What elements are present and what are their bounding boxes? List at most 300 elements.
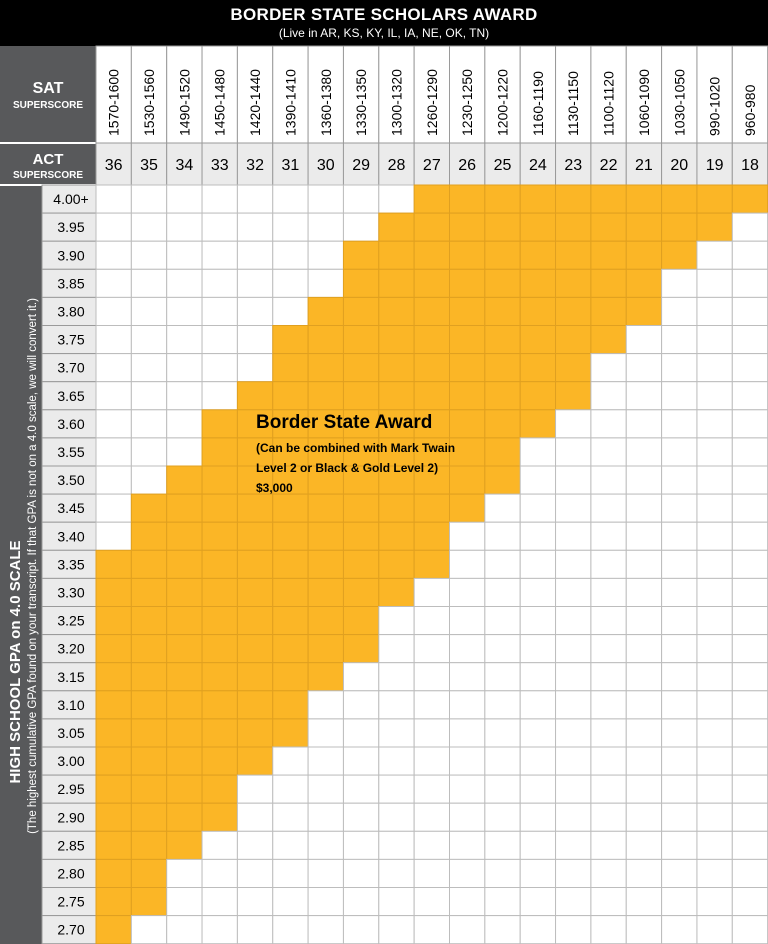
grid-cell <box>237 241 272 269</box>
eligible-cell <box>556 241 591 269</box>
eligible-cell <box>273 382 308 410</box>
eligible-cell <box>202 410 237 438</box>
eligible-cell <box>167 663 202 691</box>
eligible-cell <box>414 326 449 354</box>
grid-cell <box>556 663 591 691</box>
grid-cell <box>237 831 272 859</box>
eligible-cell <box>273 578 308 606</box>
eligible-cell <box>273 663 308 691</box>
grid-cell <box>167 888 202 916</box>
gpa-row-label: 3.25 <box>57 612 85 629</box>
grid-cell <box>697 382 732 410</box>
eligible-cell <box>131 831 166 859</box>
grid-cell <box>485 663 520 691</box>
eligible-cell <box>96 775 131 803</box>
grid-cell <box>697 663 732 691</box>
eligible-cell <box>308 607 343 635</box>
grid-cell <box>662 916 697 944</box>
eligible-cell <box>96 747 131 775</box>
grid-cell <box>697 719 732 747</box>
eligible-cell <box>202 466 237 494</box>
grid-cell <box>308 775 343 803</box>
grid-cell <box>273 297 308 325</box>
gpa-row-label: 3.40 <box>57 528 85 545</box>
grid-cell <box>697 354 732 382</box>
sat-range-label: 1530-1560 <box>141 69 158 136</box>
act-score-label: 27 <box>422 157 441 174</box>
grid-cell <box>414 831 449 859</box>
eligible-cell <box>485 326 520 354</box>
grid-cell <box>732 297 767 325</box>
grid-cell <box>697 297 732 325</box>
grid-cell <box>379 607 414 635</box>
grid-cell <box>96 522 131 550</box>
grid-cell <box>556 410 591 438</box>
eligible-cell <box>167 719 202 747</box>
grid-cell <box>131 916 166 944</box>
eligible-cell <box>450 382 485 410</box>
grid-cell <box>556 916 591 944</box>
grid-cell <box>662 297 697 325</box>
grid-cell <box>414 747 449 775</box>
act-score-label: 26 <box>458 157 477 174</box>
eligible-cell <box>237 747 272 775</box>
act-score-label: 30 <box>316 157 335 174</box>
grid-cell <box>697 522 732 550</box>
grid-cell <box>732 775 767 803</box>
grid-cell <box>732 213 767 241</box>
eligible-cell <box>520 297 555 325</box>
grid-cell <box>237 213 272 241</box>
grid-cell <box>556 550 591 578</box>
grid-cell <box>379 859 414 887</box>
grid-cell <box>591 466 626 494</box>
gpa-row-label: 3.30 <box>57 584 85 601</box>
grid-cell <box>697 888 732 916</box>
grid-cell <box>202 382 237 410</box>
grid-cell <box>308 747 343 775</box>
grid-cell <box>662 831 697 859</box>
eligible-cell <box>450 241 485 269</box>
sat-range-label: 1100-1120 <box>600 71 617 136</box>
eligible-cell <box>308 550 343 578</box>
eligible-cell <box>202 438 237 466</box>
grid-cell <box>414 663 449 691</box>
grid-cell <box>450 663 485 691</box>
eligible-cell <box>273 522 308 550</box>
gpa-row-label: 4.00+ <box>53 191 89 208</box>
grid-cell <box>273 185 308 213</box>
grid-cell <box>308 241 343 269</box>
gpa-row-label: 2.70 <box>57 921 85 938</box>
grid-cell <box>591 578 626 606</box>
grid-cell <box>520 831 555 859</box>
act-score-label: 34 <box>175 157 194 174</box>
grid-cell <box>556 831 591 859</box>
grid-cell <box>167 438 202 466</box>
grid-cell <box>414 803 449 831</box>
sat-range-label: 1260-1290 <box>423 69 440 136</box>
eligible-cell <box>343 550 378 578</box>
eligible-cell <box>96 803 131 831</box>
eligible-cell <box>167 494 202 522</box>
eligible-cell <box>308 354 343 382</box>
eligible-cell <box>131 859 166 887</box>
grid-cell <box>450 775 485 803</box>
eligible-cell <box>591 241 626 269</box>
grid-cell <box>237 269 272 297</box>
eligible-cell <box>379 550 414 578</box>
grid-cell <box>485 888 520 916</box>
eligible-cell <box>414 213 449 241</box>
grid-cell <box>556 888 591 916</box>
grid-cell <box>273 831 308 859</box>
grid-cell <box>626 719 661 747</box>
eligible-cell <box>131 578 166 606</box>
grid-cell <box>662 466 697 494</box>
grid-cell <box>237 297 272 325</box>
grid-cell <box>343 916 378 944</box>
grid-cell <box>167 382 202 410</box>
grid-cell <box>697 269 732 297</box>
gpa-row-label: 2.75 <box>57 893 85 910</box>
grid-cell <box>697 410 732 438</box>
eligible-cell <box>343 607 378 635</box>
sat-range-label: 1450-1480 <box>211 69 228 136</box>
eligible-cell <box>414 550 449 578</box>
grid-cell <box>202 213 237 241</box>
grid-cell <box>626 663 661 691</box>
eligible-cell <box>202 635 237 663</box>
grid-cell <box>202 916 237 944</box>
eligible-cell <box>202 663 237 691</box>
eligible-cell <box>343 297 378 325</box>
grid-cell <box>343 803 378 831</box>
grid-cell <box>591 494 626 522</box>
eligible-cell <box>131 747 166 775</box>
grid-cell <box>591 438 626 466</box>
grid-cell <box>414 607 449 635</box>
eligible-cell <box>520 269 555 297</box>
act-score-label: 24 <box>528 157 547 174</box>
grid-cell <box>167 410 202 438</box>
eligible-cell <box>485 213 520 241</box>
grid-cell <box>343 663 378 691</box>
grid-cell <box>485 522 520 550</box>
grid-cell <box>556 719 591 747</box>
grid-cell <box>343 859 378 887</box>
grid-cell <box>96 438 131 466</box>
sat-range-label: 1420-1440 <box>247 69 264 136</box>
grid-cell <box>697 747 732 775</box>
eligible-cell <box>96 607 131 635</box>
award-annotation <box>256 412 546 498</box>
grid-cell <box>732 607 767 635</box>
grid-cell <box>202 269 237 297</box>
grid-cell <box>556 691 591 719</box>
grid-cell <box>237 803 272 831</box>
eligible-cell <box>556 297 591 325</box>
grid-cell <box>697 494 732 522</box>
grid-cell <box>697 550 732 578</box>
eligible-cell <box>379 269 414 297</box>
grid-cell <box>626 326 661 354</box>
grid-cell <box>131 297 166 325</box>
eligible-cell <box>485 185 520 213</box>
gpa-row-label: 3.60 <box>57 415 85 432</box>
eligible-cell <box>414 241 449 269</box>
grid-cell <box>96 297 131 325</box>
grid-cell <box>131 269 166 297</box>
eligible-cell <box>485 269 520 297</box>
grid-cell <box>167 326 202 354</box>
grid-cell <box>662 410 697 438</box>
grid-cell <box>202 241 237 269</box>
eligible-cell <box>167 578 202 606</box>
eligible-cell <box>237 522 272 550</box>
grid-cell <box>697 241 732 269</box>
grid-cell <box>732 635 767 663</box>
eligible-cell <box>379 241 414 269</box>
eligible-cell <box>591 326 626 354</box>
eligible-cell <box>308 382 343 410</box>
grid-cell <box>626 354 661 382</box>
grid-cell <box>450 550 485 578</box>
gpa-row-label: 2.80 <box>57 865 85 882</box>
grid-cell <box>96 494 131 522</box>
eligible-cell <box>450 297 485 325</box>
eligible-cell <box>273 494 308 522</box>
eligible-cell <box>520 326 555 354</box>
eligible-cell <box>343 326 378 354</box>
grid-cell <box>556 803 591 831</box>
eligible-cell <box>131 775 166 803</box>
act-score-label: 23 <box>564 157 583 174</box>
grid-cell <box>96 326 131 354</box>
grid-cell <box>96 269 131 297</box>
sat-range-label: 1200-1220 <box>494 69 511 136</box>
chart-title: BORDER STATE SCHOLARS AWARD <box>230 5 538 24</box>
grid-cell <box>520 494 555 522</box>
eligible-cell <box>414 297 449 325</box>
gpa-row-label: 3.90 <box>57 247 85 264</box>
eligible-cell <box>556 382 591 410</box>
grid-cell <box>343 747 378 775</box>
grid-cell <box>732 831 767 859</box>
grid-cell <box>308 185 343 213</box>
eligible-cell <box>237 663 272 691</box>
grid-cell <box>485 494 520 522</box>
grid-cell <box>485 550 520 578</box>
grid-cell <box>167 241 202 269</box>
grid-cell <box>626 550 661 578</box>
eligible-cell <box>414 382 449 410</box>
grid-cell <box>237 888 272 916</box>
eligible-cell <box>273 719 308 747</box>
eligible-cell <box>167 466 202 494</box>
sat-range-label: 1360-1380 <box>317 69 334 136</box>
grid-cell <box>520 522 555 550</box>
eligible-cell <box>131 803 166 831</box>
eligible-cell <box>131 494 166 522</box>
eligible-cell <box>414 494 449 522</box>
sat-range-label: 1390-1410 <box>282 69 299 136</box>
grid-cell <box>732 550 767 578</box>
grid-cell <box>450 831 485 859</box>
act-score-label: 22 <box>599 157 618 174</box>
grid-cell <box>626 438 661 466</box>
gpa-row-label: 3.05 <box>57 724 85 741</box>
sat-sublabel: SUPERSCORE <box>12 100 84 111</box>
grid-cell <box>485 635 520 663</box>
eligible-cell <box>626 185 661 213</box>
grid-cell <box>343 888 378 916</box>
sat-range-label: 1130-1150 <box>565 71 582 136</box>
grid-cell <box>626 578 661 606</box>
grid-cell <box>379 888 414 916</box>
eligible-cell <box>450 354 485 382</box>
eligible-cell <box>273 607 308 635</box>
grid-cell <box>626 859 661 887</box>
grid-cell <box>662 803 697 831</box>
grid-cell <box>697 831 732 859</box>
eligible-cell <box>167 831 202 859</box>
grid-cell <box>520 550 555 578</box>
sat-range-label: 990-1020 <box>706 76 723 136</box>
eligible-cell <box>450 269 485 297</box>
grid-cell <box>626 691 661 719</box>
grid-cell <box>131 185 166 213</box>
grid-cell <box>520 635 555 663</box>
gpa-row-label: 3.95 <box>57 219 85 236</box>
eligible-cell <box>591 185 626 213</box>
grid-cell <box>131 241 166 269</box>
eligible-cell <box>202 747 237 775</box>
eligible-cell <box>202 803 237 831</box>
eligible-cell <box>237 635 272 663</box>
eligible-cell <box>343 494 378 522</box>
award-note <box>256 438 546 478</box>
chart-subtitle: (Live in AR, KS, KY, IL, IA, NE, OK, TN) <box>278 26 490 40</box>
grid-cell <box>485 747 520 775</box>
grid-cell <box>591 410 626 438</box>
grid-cell <box>662 326 697 354</box>
grid-cell <box>202 297 237 325</box>
grid-cell <box>485 578 520 606</box>
grid-cell <box>202 859 237 887</box>
grid-cell <box>450 635 485 663</box>
eligible-cell <box>202 522 237 550</box>
grid-cell <box>237 916 272 944</box>
grid-cell <box>591 831 626 859</box>
grid-cell <box>732 916 767 944</box>
grid-cell <box>732 438 767 466</box>
grid-cell <box>662 438 697 466</box>
eligible-cell <box>379 522 414 550</box>
grid-cell <box>626 888 661 916</box>
grid-cell <box>732 494 767 522</box>
grid-cell <box>626 803 661 831</box>
eligible-cell <box>131 550 166 578</box>
act-label: ACT <box>32 151 64 168</box>
sat-range-label: 1490-1520 <box>176 69 193 136</box>
grid-cell <box>662 578 697 606</box>
grid-cell <box>520 607 555 635</box>
eligible-cell <box>167 550 202 578</box>
eligible-cell <box>556 269 591 297</box>
eligible-cell <box>520 354 555 382</box>
eligible-cell <box>202 607 237 635</box>
gpa-row-label: 3.75 <box>57 331 85 348</box>
grid-cell <box>379 747 414 775</box>
eligible-cell <box>697 213 732 241</box>
sat-range-label: 1030-1050 <box>671 69 688 136</box>
eligible-cell <box>237 691 272 719</box>
grid-cell <box>556 438 591 466</box>
grid-cell <box>556 578 591 606</box>
eligible-cell <box>626 297 661 325</box>
act-score-label: 33 <box>210 157 229 174</box>
eligible-cell <box>167 691 202 719</box>
grid-cell <box>450 607 485 635</box>
grid-cell <box>732 410 767 438</box>
grid-cell <box>131 410 166 438</box>
eligible-cell <box>237 550 272 578</box>
eligible-cell <box>167 607 202 635</box>
gpa-row-label: 2.95 <box>57 781 85 798</box>
eligible-cell <box>485 241 520 269</box>
grid-cell <box>626 747 661 775</box>
grid-cell <box>662 775 697 803</box>
eligible-cell <box>520 241 555 269</box>
eligible-cell <box>520 185 555 213</box>
eligible-cell <box>414 354 449 382</box>
grid-cell <box>591 691 626 719</box>
eligible-cell <box>450 185 485 213</box>
eligible-cell <box>343 578 378 606</box>
eligible-cell <box>450 213 485 241</box>
grid-cell <box>485 831 520 859</box>
gpa-row-label: 2.90 <box>57 809 85 826</box>
grid-cell <box>626 382 661 410</box>
gpa-row-label: 3.70 <box>57 359 85 376</box>
eligible-cell <box>273 635 308 663</box>
eligible-cell <box>273 550 308 578</box>
grid-cell <box>379 691 414 719</box>
eligible-cell <box>131 719 166 747</box>
sat-range-label: 1570-1600 <box>105 69 122 136</box>
grid-cell <box>96 466 131 494</box>
grid-cell <box>732 803 767 831</box>
grid-cell <box>520 803 555 831</box>
sat-label: SAT <box>32 80 64 97</box>
grid-cell <box>131 213 166 241</box>
gpa-row-label: 3.15 <box>57 668 85 685</box>
grid-cell <box>202 831 237 859</box>
grid-cell <box>626 494 661 522</box>
grid-cell <box>450 747 485 775</box>
eligible-cell <box>167 635 202 663</box>
grid-cell <box>662 691 697 719</box>
grid-cell <box>167 297 202 325</box>
eligible-cell <box>379 297 414 325</box>
eligible-cell <box>343 635 378 663</box>
grid-cell <box>450 522 485 550</box>
grid-cell <box>591 522 626 550</box>
eligible-cell <box>343 522 378 550</box>
eligible-cell <box>237 719 272 747</box>
grid-cell <box>450 916 485 944</box>
